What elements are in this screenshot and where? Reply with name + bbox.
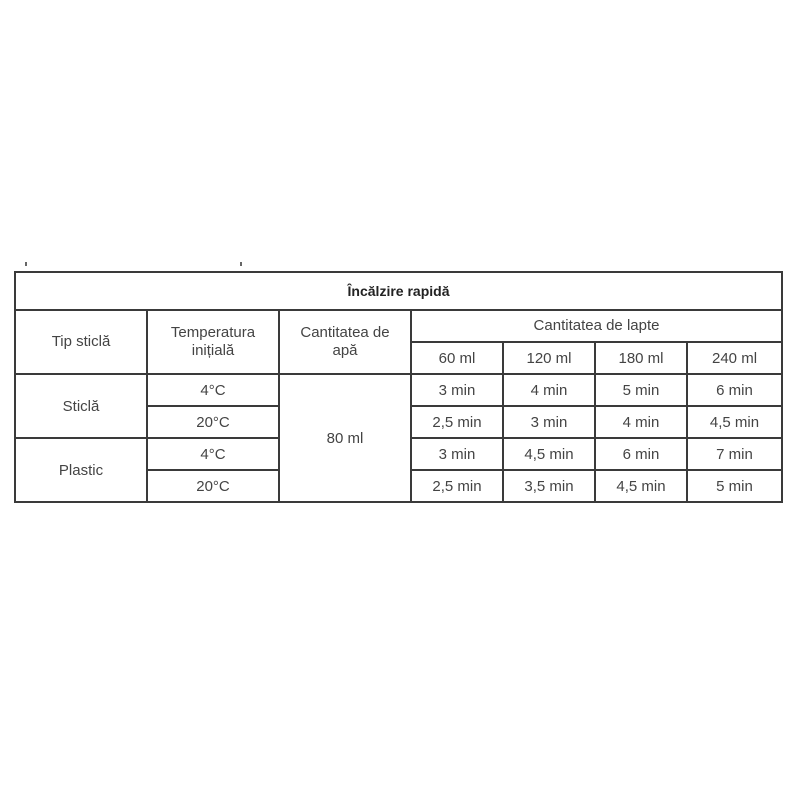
time-cell: 3 min — [411, 374, 503, 406]
time-cell: 4 min — [503, 374, 595, 406]
corner-mark-right — [240, 262, 242, 266]
table-row — [15, 374, 782, 406]
water-quantity-cell: 80 ml — [279, 374, 411, 502]
heating-time-table — [14, 271, 783, 503]
time-cell: 3 min — [411, 438, 503, 470]
header-milk-60: 60 ml — [411, 342, 503, 374]
header-milk-120: 120 ml — [503, 342, 595, 374]
time-cell: 4,5 min — [687, 406, 782, 438]
corner-mark-left — [25, 262, 27, 266]
time-cell: 5 min — [687, 470, 782, 502]
header-initial-temperature: Temperatura inițială — [147, 310, 279, 374]
header-milk-quantity: Cantitatea de lapte — [411, 310, 782, 342]
time-cell: 5 min — [595, 374, 687, 406]
temp-cell: 20°C — [147, 406, 279, 438]
time-cell: 2,5 min — [411, 470, 503, 502]
bottle-type-plastic: Plastic — [15, 438, 147, 502]
bottle-type-glass: Sticlă — [15, 374, 147, 438]
time-cell: 3,5 min — [503, 470, 595, 502]
temp-cell: 4°C — [147, 438, 279, 470]
time-cell: 4,5 min — [503, 438, 595, 470]
header-milk-180: 180 ml — [595, 342, 687, 374]
time-cell: 6 min — [595, 438, 687, 470]
time-cell: 7 min — [687, 438, 782, 470]
time-cell: 2,5 min — [411, 406, 503, 438]
temp-cell: 20°C — [147, 470, 279, 502]
header-bottle-type: Tip sticlă — [15, 310, 147, 374]
header-water-quantity: Cantitatea de apă — [279, 310, 411, 374]
temp-cell: 4°C — [147, 374, 279, 406]
header-milk-240: 240 ml — [687, 342, 782, 374]
time-cell: 3 min — [503, 406, 595, 438]
time-cell: 4 min — [595, 406, 687, 438]
time-cell: 4,5 min — [595, 470, 687, 502]
time-cell: 6 min — [687, 374, 782, 406]
table-title: Încălzire rapidă — [15, 272, 782, 310]
